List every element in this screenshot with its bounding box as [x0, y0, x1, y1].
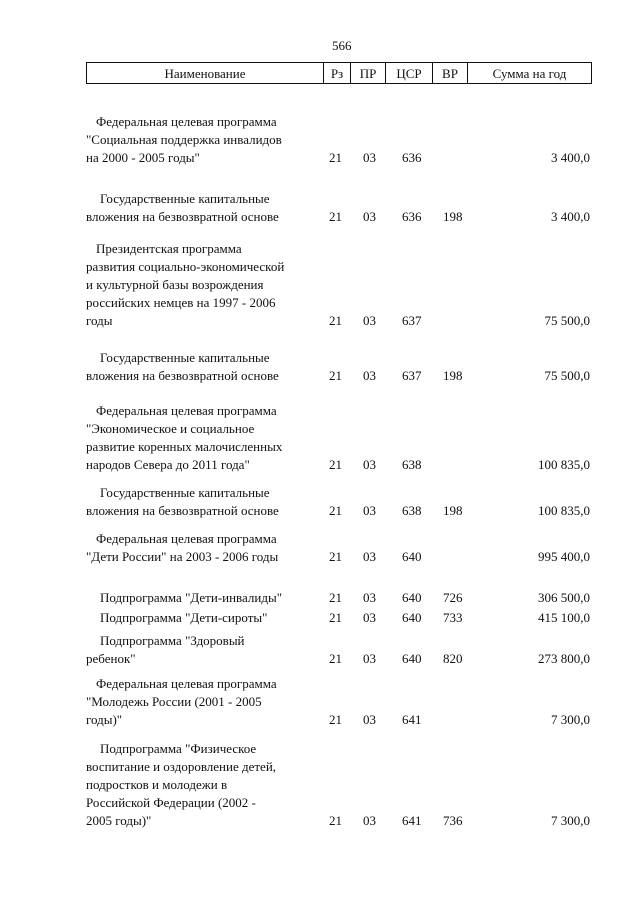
row-vr: 198	[443, 503, 463, 518]
row-name	[86, 589, 322, 607]
row-pr: 03	[363, 610, 376, 625]
row-name	[86, 240, 322, 330]
row-name	[86, 484, 322, 520]
row-name-line: Государственные капитальные	[100, 350, 270, 365]
row-vr: 198	[443, 368, 463, 383]
row-name-line: народов Севера до 2011 года"	[86, 457, 250, 472]
row-pr: 03	[363, 590, 376, 605]
row-name-line: 2005 годы)"	[86, 813, 152, 828]
row-csr: 636	[402, 150, 422, 165]
row-name-line: "Дети России" на 2003 - 2006 годы	[86, 549, 279, 564]
row-sum: 7 300,0	[551, 712, 590, 727]
row-name	[86, 190, 322, 226]
row-rz: 21	[329, 651, 342, 666]
row-rz: 21	[329, 209, 342, 224]
row-pr: 03	[363, 150, 376, 165]
row-name-line: развития социально-экономической	[86, 259, 285, 274]
row-name-line: Федеральная целевая программа	[96, 403, 277, 418]
row-rz: 21	[329, 813, 342, 828]
header-sum: Сумма на год	[492, 65, 567, 81]
row-vr: 726	[443, 590, 463, 605]
row-name-line: воспитание и оздоровление детей,	[86, 759, 277, 774]
row-csr: 641	[402, 813, 422, 828]
row-rz: 21	[329, 313, 342, 328]
row-pr: 03	[363, 209, 376, 224]
row-csr: 637	[402, 313, 422, 328]
row-name-line: "Социальная поддержка инвалидов	[86, 132, 282, 147]
row-vr: 198	[443, 209, 463, 224]
row-rz: 21	[329, 457, 342, 472]
row-name-line: вложения на безвозвратной основе	[86, 503, 279, 518]
row-sum: 415 100,0	[538, 610, 590, 625]
row-name	[86, 402, 322, 474]
row-rz: 21	[329, 590, 342, 605]
row-sum: 3 400,0	[551, 150, 590, 165]
row-sum: 100 835,0	[538, 457, 590, 472]
row-pr: 03	[363, 503, 376, 518]
row-pr: 03	[363, 651, 376, 666]
row-csr: 636	[402, 209, 422, 224]
row-name	[86, 740, 322, 830]
row-sum: 3 400,0	[551, 209, 590, 224]
row-name-line: Подпрограмма "Дети-сироты"	[100, 610, 268, 625]
row-name-line: "Экономическое и социальное	[86, 421, 255, 436]
row-name-line: Государственные капитальные	[100, 485, 270, 500]
row-csr: 638	[402, 503, 422, 518]
row-pr: 03	[363, 457, 376, 472]
row-sum: 995 400,0	[538, 549, 590, 564]
row-csr: 640	[402, 590, 422, 605]
row-rz: 21	[329, 610, 342, 625]
header-name: Наименование	[87, 63, 324, 83]
row-pr: 03	[363, 313, 376, 328]
row-name-line: и культурной базы возрождения	[86, 277, 264, 292]
row-name-line: вложения на безвозвратной основе	[86, 209, 279, 224]
row-name-line: Федеральная целевая программа	[96, 531, 277, 546]
header-pr: ПР	[351, 63, 386, 83]
row-csr: 640	[402, 651, 422, 666]
row-name	[86, 349, 322, 385]
row-name-line: Государственные капитальные	[100, 191, 270, 206]
row-csr: 641	[402, 712, 422, 727]
row-csr: 640	[402, 610, 422, 625]
row-rz: 21	[329, 150, 342, 165]
row-name-line: российских немцев на 1997 - 2006	[86, 295, 276, 310]
row-sum: 273 800,0	[538, 651, 590, 666]
row-name-line: Подпрограмма "Физическое	[100, 741, 257, 756]
row-name-line: Федеральная целевая программа	[96, 676, 277, 691]
row-rz: 21	[329, 368, 342, 383]
row-name-line: Подпрограмма "Здоровый	[100, 633, 245, 648]
row-name	[86, 530, 322, 566]
row-rz: 21	[329, 503, 342, 518]
row-name-line: Подпрограмма "Дети-инвалиды"	[100, 590, 283, 605]
row-sum: 75 500,0	[544, 368, 590, 383]
header-csr: ЦСР	[386, 63, 433, 83]
row-sum: 75 500,0	[544, 313, 590, 328]
row-name-line: на 2000 - 2005 годы"	[86, 150, 200, 165]
row-name-line: подростков и молодежи в	[86, 777, 228, 792]
row-csr: 640	[402, 549, 422, 564]
row-pr: 03	[363, 368, 376, 383]
row-vr: 736	[443, 813, 463, 828]
table-header	[86, 62, 592, 84]
row-name-line: Российской Федерации (2002 -	[86, 795, 256, 810]
header-vr: ВР	[433, 63, 468, 83]
row-vr: 733	[443, 610, 463, 625]
row-sum: 100 835,0	[538, 503, 590, 518]
row-rz: 21	[329, 549, 342, 564]
row-pr: 03	[363, 549, 376, 564]
row-name	[86, 113, 322, 167]
row-pr: 03	[363, 813, 376, 828]
header-rz: Рз	[324, 63, 351, 83]
row-sum: 7 300,0	[551, 813, 590, 828]
row-name	[86, 675, 322, 729]
row-name-line: вложения на безвозвратной основе	[86, 368, 279, 383]
row-name-line: Президентская программа	[96, 241, 242, 256]
row-rz: 21	[329, 712, 342, 727]
row-name-line: "Молодежь России (2001 - 2005	[86, 694, 262, 709]
row-vr: 820	[443, 651, 463, 666]
row-name-line: ребенок"	[86, 651, 136, 666]
row-name	[86, 632, 322, 668]
row-csr: 638	[402, 457, 422, 472]
row-name-line: годы)"	[86, 712, 123, 727]
row-name-line: годы	[86, 313, 113, 328]
row-pr: 03	[363, 712, 376, 727]
row-name-line: Федеральная целевая программа	[96, 114, 277, 129]
page-number: 566	[332, 38, 352, 53]
row-sum: 306 500,0	[538, 590, 590, 605]
row-csr: 637	[402, 368, 422, 383]
row-name-line: развитие коренных малочисленных	[86, 439, 283, 454]
row-name	[86, 609, 322, 627]
